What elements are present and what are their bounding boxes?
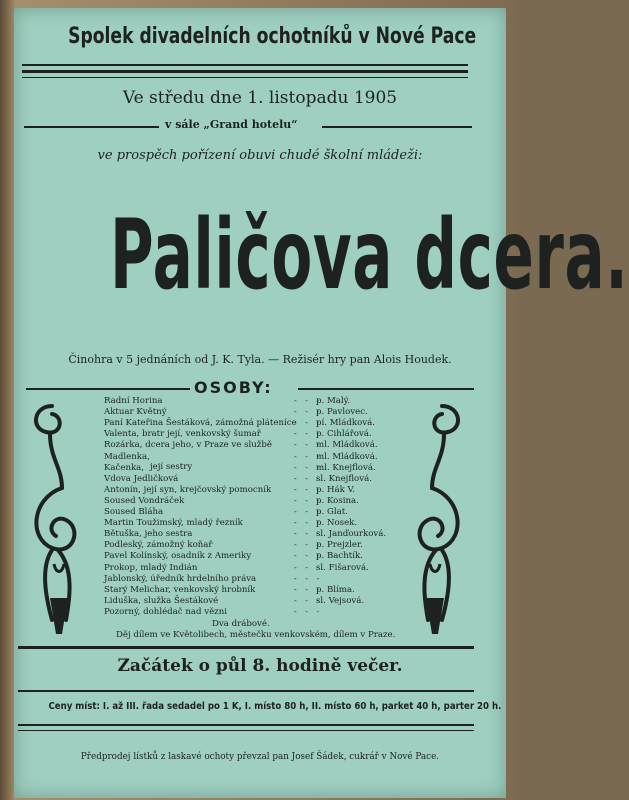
leader-dots: - - - (294, 473, 323, 483)
play-title: Paličova dcera. (109, 199, 629, 311)
cast-role: Pavel Kolínský, osadník z Ameriky (104, 551, 252, 562)
purpose-line: ve prospěch pořízení obuvi chudé školní mládeži: (97, 148, 423, 163)
cast-role: Vdova Jedličková (104, 473, 179, 484)
cast-role: Martin Toužimský, mladý řezník (104, 518, 243, 529)
event-date: Ve středu dne 1. listopadu 1905 (122, 88, 398, 108)
leader-dots: - - - (294, 595, 323, 605)
cast-role: Rozárka, dcera jeho, v Praze ve službě (104, 440, 272, 451)
leader-dots: - - - (294, 407, 323, 417)
cast-actor: sl. Vejsová. (316, 595, 365, 606)
leader-dots: - - - (294, 484, 323, 494)
start-time: Začátek o půl 8. hodině večer. (117, 656, 403, 676)
header-rule-3 (22, 77, 468, 78)
cast-actor: ml. Mládková. (316, 440, 378, 451)
cast-role: Madlenka, (104, 451, 150, 462)
start-rule-top (18, 646, 474, 649)
venue-rule-left (24, 126, 159, 128)
cast-actor: p. Pavlovec. (316, 407, 368, 418)
cast-role: Prokop, mladý Indián (104, 562, 198, 573)
cast-actor: p. Glat. (316, 507, 348, 517)
cast-actor: p. Hák V. (316, 484, 355, 495)
leader-dots: - - - (294, 429, 323, 439)
leader-dots: - - - (294, 518, 323, 528)
venue-rule-right (322, 126, 472, 128)
leader-dots: - - - (294, 584, 323, 594)
cast-actor: p. Bachtík. (316, 551, 363, 562)
leader-dots: - - - (294, 451, 323, 461)
leader-dots: - - - (294, 495, 323, 505)
leader-dots: - - - (294, 551, 323, 561)
cast-actor: p. Nosek. (316, 518, 358, 529)
cast-role: Antonín, její syn, krejčovský pomocník (104, 484, 272, 495)
leader-dots: - - - (294, 529, 323, 539)
cast-heading: OSOBY: (194, 378, 273, 397)
leader-dots: - - - (294, 540, 323, 550)
cast-role: Pozorný, dohlédač nad vězni (104, 606, 227, 617)
theatre-poster (14, 8, 629, 798)
cast-actor: sl. Fišarová. (316, 562, 369, 573)
prices-rule-2 (18, 730, 474, 731)
cast-role: Aktuar Květný (104, 407, 167, 418)
cast-role: Bětuška, jeho sestra (104, 529, 193, 540)
cast-actor: p. Prejzler. (316, 540, 363, 551)
cast-actor: p. Kosina. (316, 495, 359, 506)
cast-actor: p. Cihlářová. (316, 429, 372, 440)
cast-rule-right (298, 388, 474, 390)
start-rule-bottom (18, 690, 474, 692)
cast-role: Podleský, zámožný koňař (104, 540, 213, 551)
leader-dots: - - - (294, 573, 323, 583)
cast-actor: sl. Knejflová. (316, 473, 372, 484)
leader-dots: - - - (294, 396, 323, 405)
cast-actor: ml. Knejflová. (316, 462, 376, 473)
cast-role: Kačenka, (104, 462, 145, 473)
sisters-note: její sestry (150, 462, 193, 472)
ticket-prices: Ceny míst: I. až III. řada sedadel po 1 K, I. místo 80 h, II. místo 60 h, parket 40 h, parter 20 h. (48, 701, 502, 712)
leader-dots: - - - (294, 418, 323, 428)
setting-line: Děj dílem ve Květolibech, městečku venkovském, dílem v Praze. (116, 630, 396, 640)
cast-actor: p. Malý. (316, 396, 351, 406)
header-rule-1 (22, 64, 468, 66)
cast-row (104, 607, 404, 619)
left-scroll-ornament (22, 398, 96, 638)
leader-dots: - - - (294, 440, 323, 450)
venue: v sále „Grand hotelu“ (165, 118, 298, 131)
cast-role: Starý Melichar, venkovský hrobník (104, 584, 256, 595)
cast-role: Valenta, bratr její, venkovský šumař (104, 429, 261, 440)
society-header: Spolek divadelních ochotníků v Nové Pace (68, 24, 477, 49)
cast-actor: p. Blíma. (316, 584, 355, 595)
leader-dots: - - - (294, 606, 323, 616)
extra-cast: Dva drábové. (212, 619, 270, 629)
cast-role: Liduška, služka Šestákové (104, 595, 219, 606)
cast-actor: ml. Mládková. (316, 451, 378, 462)
leader-dots: - - - (294, 562, 323, 572)
header-rule-2 (22, 70, 468, 73)
cast-list (104, 396, 404, 626)
prices-rule-1 (18, 724, 474, 726)
leader-dots: - - - (294, 462, 323, 472)
cast-actor: pí. Mládková. (316, 418, 375, 429)
play-subtitle: Činohra v 5 jednáních od J. K. Tyla. — Režisér hry pan Alois Houdek. (68, 353, 452, 366)
cast-role: Soused Bláha (104, 507, 164, 517)
cast-role: Radní Horina (104, 396, 163, 406)
right-scroll-ornament (398, 398, 472, 638)
cast-rule-left (26, 388, 190, 390)
cast-actor: sl. Janďourková. (316, 529, 387, 540)
cast-role: Jablonský, úředník hrdelního práva (104, 573, 257, 584)
cast-role: Paní Kateřina Šestáková, zámožná pláteníce (104, 418, 297, 429)
leader-dots: - - - (294, 507, 323, 516)
presale-note: Předprodej lístků z laskavé ochoty převzal pan Josef Šádek, cukrář v Nové Pace. (80, 752, 440, 762)
cast-role: Soused Vondráček (104, 495, 185, 506)
